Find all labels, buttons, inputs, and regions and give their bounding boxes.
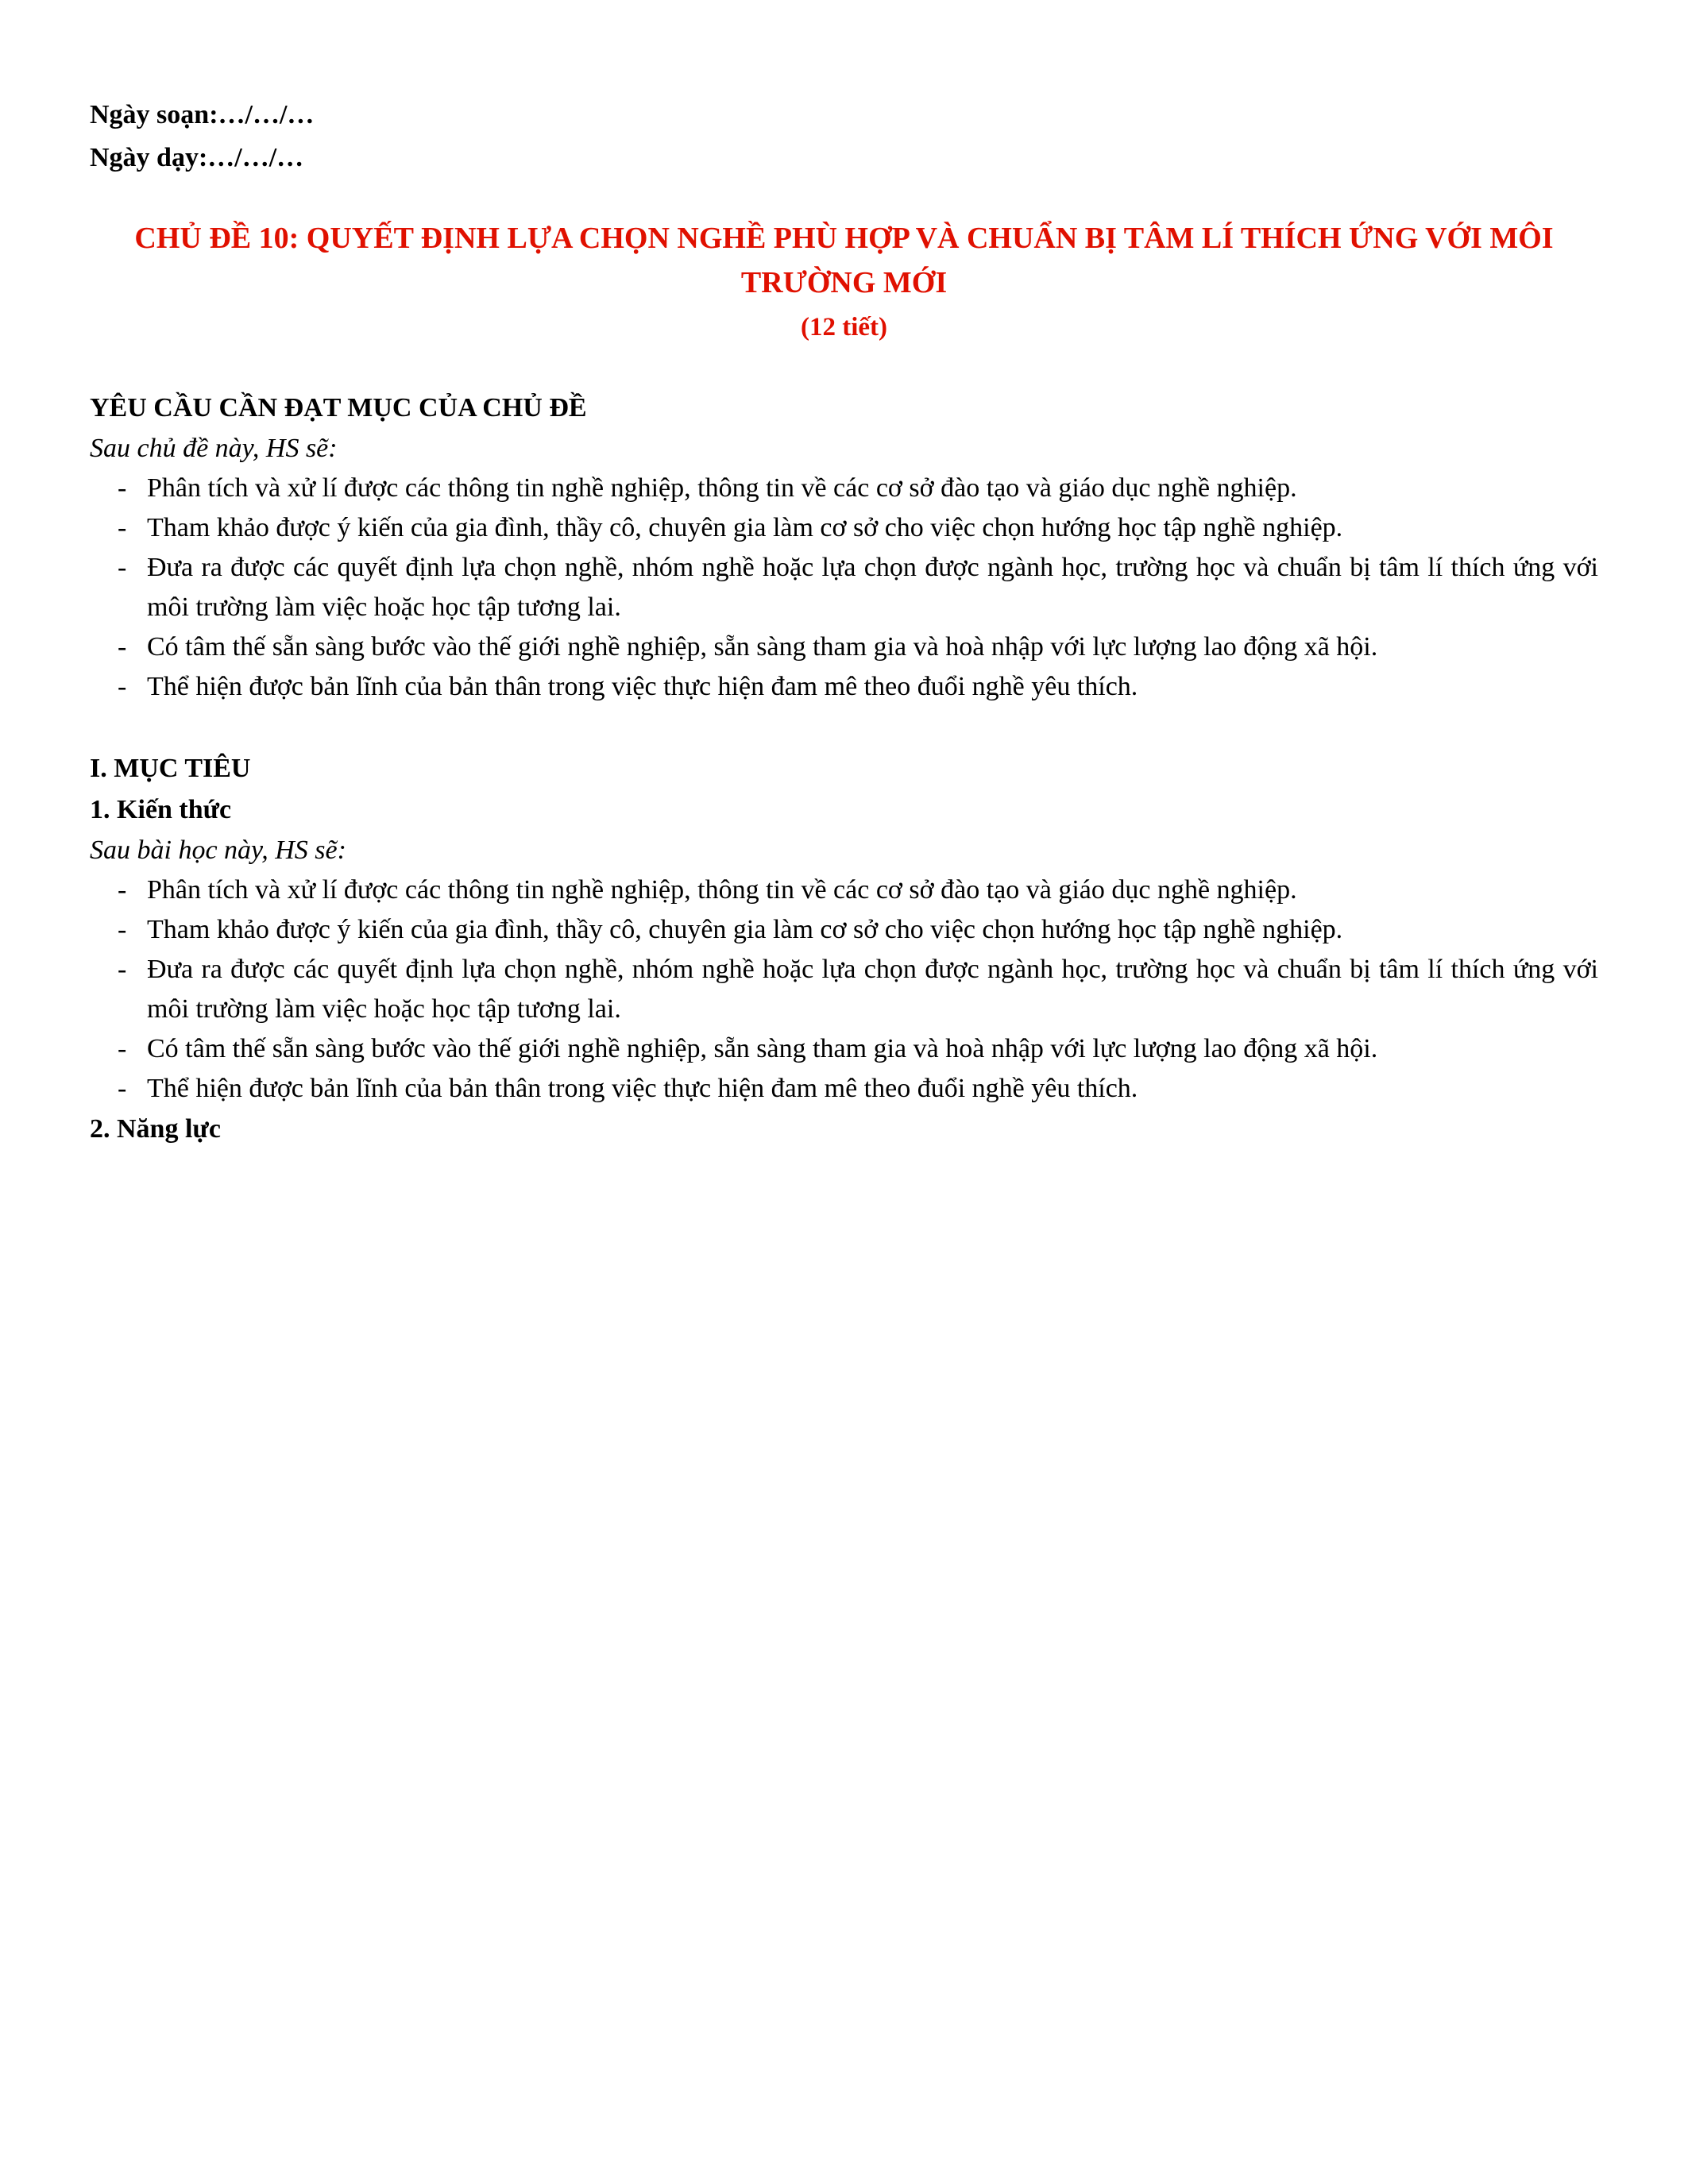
- document-title: CHỦ ĐỀ 10: QUYẾT ĐỊNH LỰA CHỌN NGHỀ PHÙ HỢP VÀ CHUẨN BỊ TÂM LÍ THÍCH ỨNG VỚI MÔI TRƯỜNG MỚI: [134, 222, 1554, 299]
- list-item: [90, 1069, 1598, 1109]
- list-item: [90, 508, 1598, 548]
- dash-marker: -: [118, 875, 127, 905]
- list-item-text: Có tâm thế sẵn sàng bước vào thế giới nghề nghiệp, sẵn sàng tham gia và hoà nhập với lực lượng lao động xã hội.: [147, 632, 1378, 662]
- list-item-text: Thể hiện được bản lĩnh của bản thân trong việc thực hiện đam mê theo đuổi nghề yêu thích.: [147, 672, 1138, 701]
- objectives-heading: I. MỤC TIÊU: [90, 754, 251, 783]
- capacity-heading: 2. Năng lực: [90, 1114, 221, 1144]
- list-item-text: Tham khảo được ý kiến của gia đình, thầy cô, chuyên gia làm cơ sở cho việc chọn hướng học tập nghề nghiệp.: [147, 915, 1343, 944]
- list-item-text: Đưa ra được các quyết định lựa chọn nghề, nhóm nghề hoặc lựa chọn được ngành học, trường học và chuẩn bị tâm lí thích ứng với môi trường làm việc hoặc học tập tương lai.: [147, 955, 1598, 1024]
- list-item-text: Có tâm thế sẵn sàng bước vào thế giới nghề nghiệp, sẵn sàng tham gia và hoà nhập với lực lượng lao động xã hội.: [147, 1034, 1378, 1063]
- title-block: [90, 216, 1598, 346]
- knowledge-subheading: 1. Kiến thức: [90, 795, 232, 824]
- document-duration: (12 tiết): [800, 313, 888, 341]
- list-item-text: Phân tích và xử lí được các thông tin nghề nghiệp, thông tin về các cơ sở đào tạo và giáo dục nghề nghiệp.: [147, 875, 1297, 905]
- dash-marker: -: [118, 915, 127, 944]
- list-item: [90, 667, 1598, 707]
- list-item: [90, 548, 1598, 627]
- list-item-text: Thể hiện được bản lĩnh của bản thân trong việc thực hiện đam mê theo đuổi nghề yêu thích.: [147, 1074, 1138, 1103]
- list-item-text: Phân tích và xử lí được các thông tin nghề nghiệp, thông tin về các cơ sở đào tạo và giáo dục nghề nghiệp.: [147, 473, 1297, 503]
- list-item: [90, 910, 1598, 950]
- objectives-intro: Sau bài học này, HS sẽ:: [90, 835, 346, 865]
- requirements-heading: YÊU CẦU CẦN ĐẠT MỤC CỦA CHỦ ĐỀ: [90, 393, 587, 423]
- list-item-text: Đưa ra được các quyết định lựa chọn nghề, nhóm nghề hoặc lựa chọn được ngành học, trường học và chuẩn bị tâm lí thích ứng với môi trường làm việc hoặc học tập tương lai.: [147, 553, 1598, 622]
- objectives-list: [90, 870, 1598, 1109]
- list-item: [90, 950, 1598, 1029]
- list-item: [90, 627, 1598, 667]
- requirements-intro: Sau chủ đề này, HS sẽ:: [90, 434, 338, 463]
- dash-marker: -: [118, 1074, 127, 1103]
- dash-marker: -: [118, 955, 127, 984]
- dash-marker: -: [118, 632, 127, 662]
- dash-marker: -: [118, 672, 127, 701]
- dash-marker: -: [118, 513, 127, 542]
- dash-marker: -: [118, 473, 127, 503]
- list-item: [90, 1029, 1598, 1069]
- list-item-text: Tham khảo được ý kiến của gia đình, thầy cô, chuyên gia làm cơ sở cho việc chọn hướng học tập nghề nghiệp.: [147, 513, 1343, 542]
- requirements-list: [90, 469, 1598, 707]
- date-taught: Ngày dạy:…/…/…: [90, 143, 304, 172]
- date-prepared: Ngày soạn:…/…/…: [90, 100, 315, 129]
- dash-marker: -: [118, 553, 127, 582]
- dash-marker: -: [118, 1034, 127, 1063]
- list-item: [90, 469, 1598, 508]
- list-item: [90, 870, 1598, 910]
